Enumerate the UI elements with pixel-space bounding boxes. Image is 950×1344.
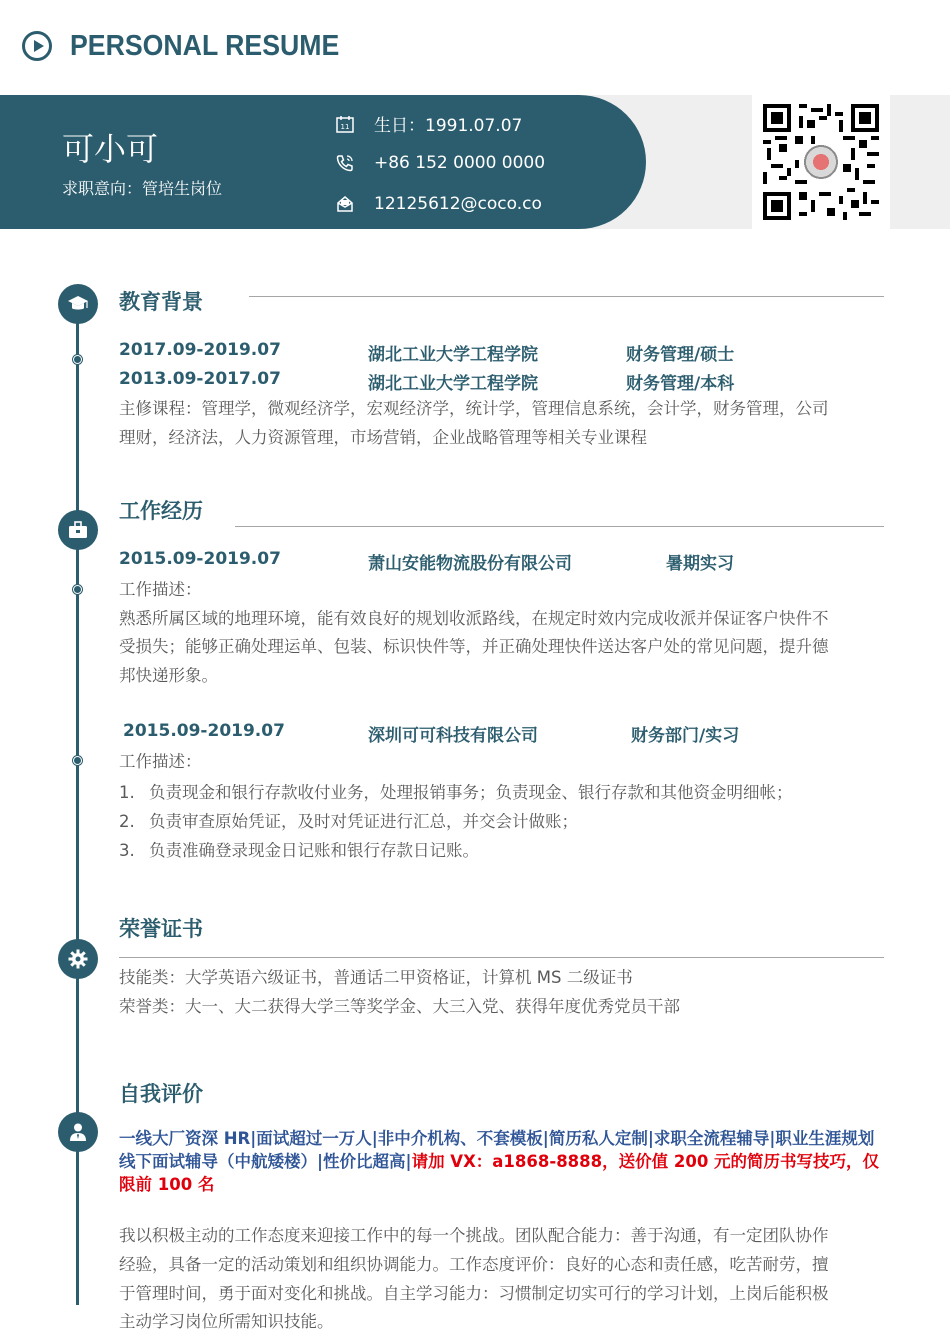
task-number: 1. — [119, 783, 135, 802]
job-role: 暑期实习 — [666, 554, 734, 574]
education-school: 湖北工业大学工程学院 — [368, 345, 538, 365]
phone-text: +86 152 0000 0000 — [374, 153, 546, 173]
promo-banner — [119, 1127, 894, 1196]
education-period: 2013.09-2017.07 — [119, 369, 281, 389]
profile-name: 可小可 — [62, 130, 159, 168]
job-role: 财务部门/实习 — [631, 726, 740, 746]
honors-awards: 荣誉类：大一、大二获得大学三等奖学金、大三入党、获得年度优秀党员干部 — [119, 997, 680, 1016]
job-task — [119, 779, 793, 803]
work-node — [58, 510, 98, 550]
promo-contact: 请加 VX：a1868-8888，送价值 200 元的简历书写技巧，仅限前 100 名 — [119, 1152, 880, 1194]
promo-line: 一线大厂资深 HR|面试超过一万人|非中介机构、不套模板|简历私人定制|求职全流程辅导|职业生涯规划 — [119, 1129, 875, 1148]
briefcase-icon — [67, 519, 89, 541]
honors-divider — [119, 957, 884, 958]
job-desc-label: 工作描述： — [119, 580, 202, 599]
courses-line: 主修课程：管理学，微观经济学，宏观经济学，统计学，管理信息系统，会计学，财务管理，公司 — [119, 399, 829, 418]
page-header — [22, 28, 363, 64]
task-text: 负责审查原始凭证，及时对凭证进行汇总，并交会计做账； — [149, 812, 578, 831]
honors-title: 荣誉证书 — [119, 917, 203, 941]
phone-row — [334, 152, 545, 174]
svg-text:11: 11 — [340, 122, 350, 131]
self-eval-line: 经验，具备一定的活动策划和组织协调能力。工作态度评价：良好的心态和责任感，吃苦耐劳，擅 — [119, 1255, 829, 1274]
education-degree: 财务管理/本科 — [626, 374, 735, 394]
job-desc-line: 受损失；能够正确处理运单、包装、标识快件等，并正确处理快件送达客户处的常见问题，提升德 — [119, 637, 829, 656]
self-eval-line: 主动学习岗位所需知识技能。 — [119, 1312, 334, 1331]
job-company: 萧山安能物流股份有限公司 — [368, 554, 572, 574]
self-eval-line: 于管理时间，勇于面对变化和挑战。自主学习能力：习惯制定切实可行的学习计划，上岗后能积极 — [119, 1284, 829, 1303]
play-circle-icon — [22, 31, 52, 61]
task-number: 3. — [119, 841, 135, 860]
self-eval-title: 自我评价 — [119, 1082, 203, 1106]
email-text: 12125612@coco.co — [374, 194, 542, 214]
promo-line: 线下面试辅导（中航矮楼）|性价比超高| — [119, 1152, 412, 1171]
work-divider — [235, 526, 884, 527]
job-period: 2015.09-2019.07 — [119, 549, 281, 569]
education-school: 湖北工业大学工程学院 — [368, 374, 538, 394]
honors-skills: 技能类：大学英语六级证书，普通话二甲资格证，计算机 MS 二级证书 — [119, 968, 633, 987]
timeline-line — [76, 290, 79, 1305]
job-desc-line: 邦快递形象。 — [119, 666, 218, 685]
job-desc-label: 工作描述： — [119, 752, 202, 771]
job-task — [119, 837, 479, 861]
job-task — [119, 808, 578, 832]
page-title: PERSONAL RESUME — [70, 29, 340, 62]
education-divider — [249, 296, 884, 297]
qr-code — [752, 95, 890, 229]
timeline-dot — [73, 756, 82, 765]
qr-code-icon — [763, 104, 879, 220]
courses-line: 理财，经济法，人力资源管理，市场营销，企业战略管理等相关专业课程 — [119, 428, 647, 447]
phone-icon — [334, 152, 356, 174]
birthday-row — [334, 111, 522, 136]
task-number: 2. — [119, 812, 135, 831]
education-degree: 财务管理/硕士 — [626, 345, 735, 365]
work-title: 工作经历 — [119, 499, 203, 523]
calendar-icon — [334, 113, 356, 135]
graduation-cap-icon — [67, 293, 89, 315]
education-title: 教育背景 — [119, 290, 203, 314]
timeline-dot — [73, 355, 82, 364]
envelope-icon — [334, 193, 356, 215]
birthday-text: 生日：1991.07.07 — [374, 116, 523, 136]
honors-node — [58, 939, 98, 979]
email-row — [334, 193, 542, 215]
job-company: 深圳可可科技有限公司 — [368, 726, 538, 746]
job-desc-line: 熟悉所属区域的地理环境，能有效良好的规划收派路线，在规定时效内完成收派并保证客户快件不 — [119, 609, 829, 628]
timeline-dot — [73, 585, 82, 594]
gear-icon — [67, 948, 89, 970]
job-intent: 求职意向：管培生岗位 — [62, 179, 223, 198]
user-icon — [67, 1121, 89, 1143]
self-eval-line: 我以积极主动的工作态度来迎接工作中的每一个挑战。团队配合能力：善于沟通，有一定团队协作 — [119, 1226, 829, 1245]
education-node — [58, 284, 98, 324]
self-eval-node — [58, 1112, 98, 1152]
education-period: 2017.09-2019.07 — [119, 340, 281, 360]
task-text: 负责准确登录现金日记账和银行存款日记账。 — [149, 841, 479, 860]
task-text: 负责现金和银行存款收付业务，处理报销事务；负责现金、银行存款和其他资金明细帐； — [149, 783, 793, 802]
job-period: 2015.09-2019.07 — [123, 721, 285, 741]
